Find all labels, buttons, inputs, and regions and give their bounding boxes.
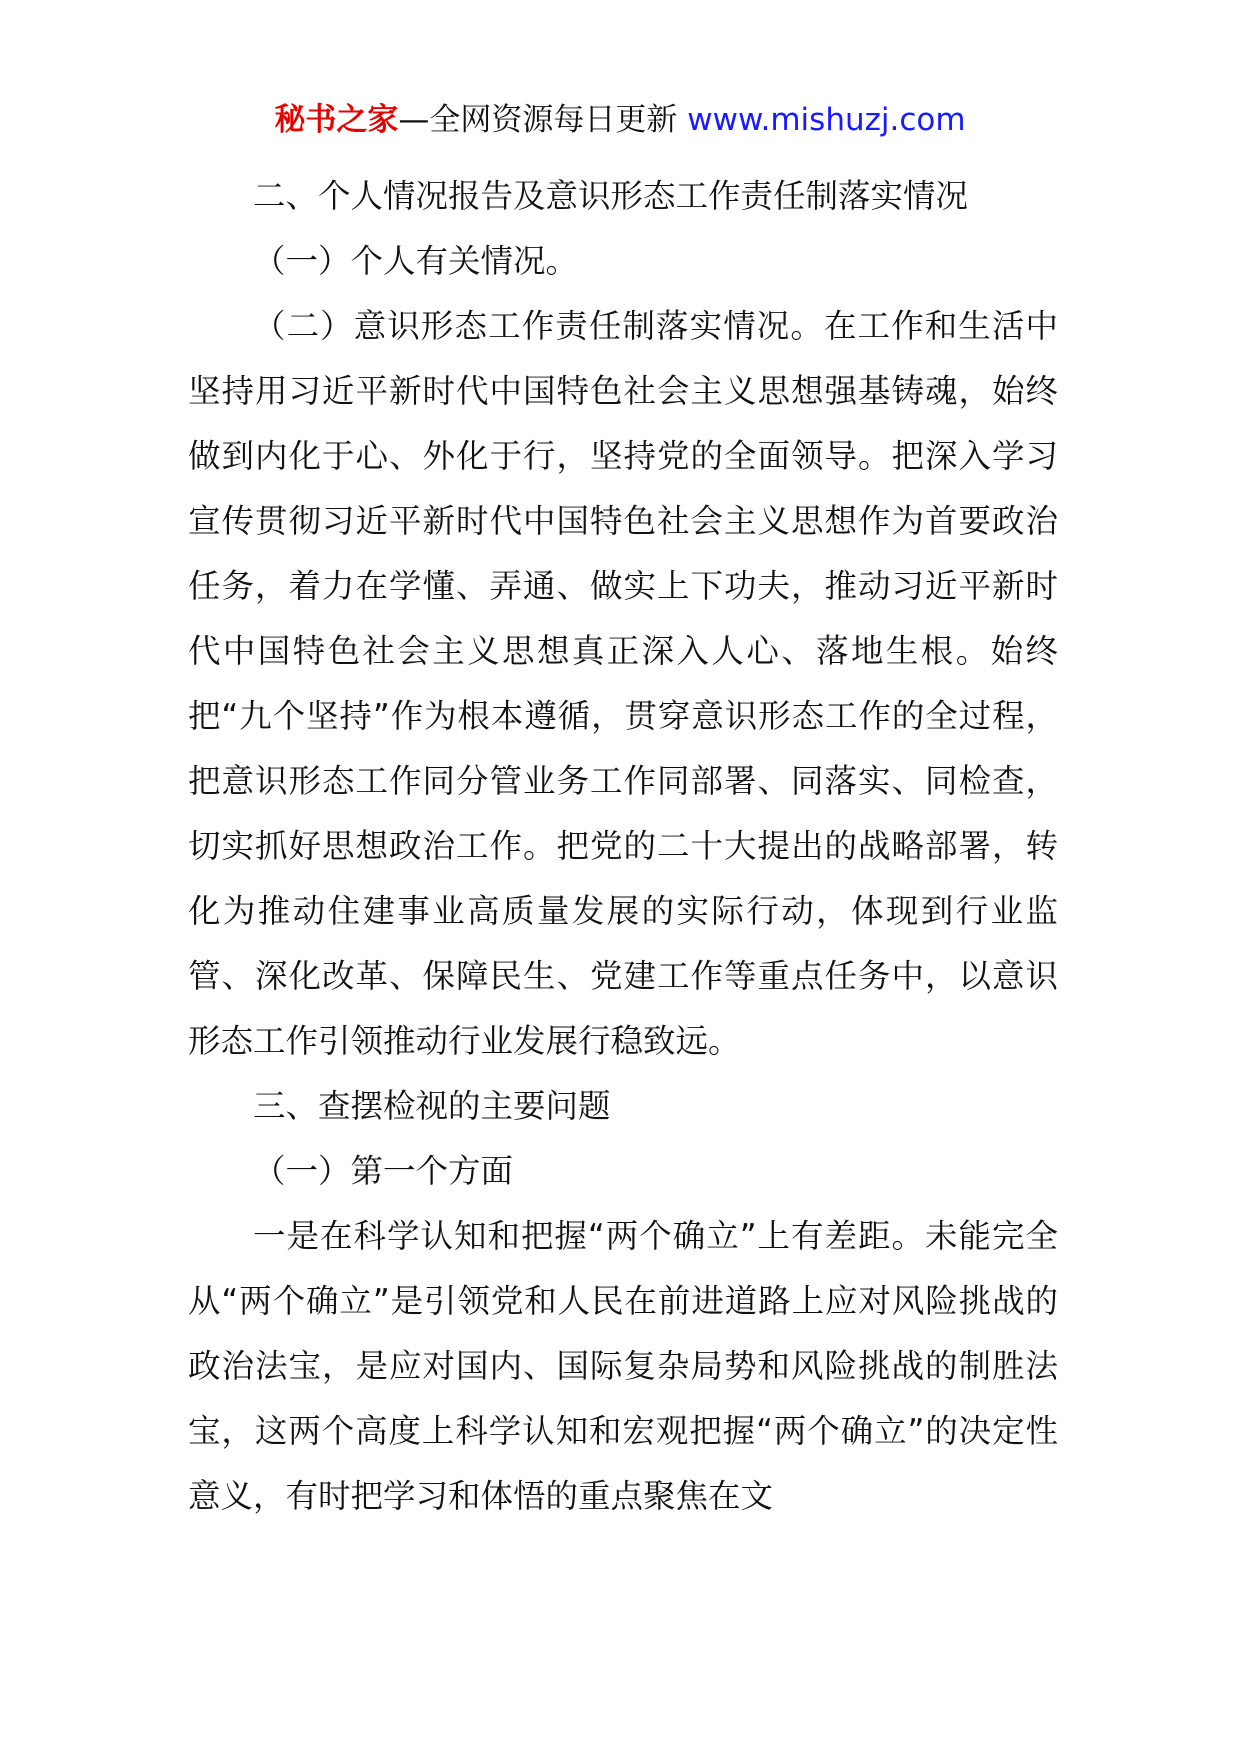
header-tagline: —全网资源每日更新 (398, 102, 678, 138)
site-header (0, 100, 1240, 140)
brand-name: 秘书之家 (274, 102, 399, 138)
section-heading-personal-report: 二、个人情况报告及意识形态工作责任制落实情况 (253, 177, 969, 215)
document-body (188, 164, 1058, 1529)
subsection-first-aspect: （一）第一个方面 (253, 1152, 514, 1190)
subsection-personal-info: （一）个人有关情况。 (253, 242, 579, 280)
paragraph-two-establishments: 一是在科学认知和把握“两个确立”上有差距。未能完全从“两个确立”是引领党和人民在前进道路上应对风险挑战的政治法宝，是应对国内、国际复杂局势和风险挑战的制胜法宝，这两个高度上科学认知和宏观把握“两个确立”的决定性意义，有时把学习和体悟的重点聚焦在文 (188, 1217, 1058, 1515)
paragraph-ideology-responsibility: （二）意识形态工作责任制落实情况。在工作和生活中坚持用习近平新时代中国特色社会主义思想强基铸魂，始终做到内化于心、外化于行，坚持党的全面领导。把深入学习宣传贯彻习近平新时代中国特色社会主义思想作为首要政治任务，着力在学懂、弄通、做实上下功夫，推动习近平新时代中国特色社会主义思想真正深入人心、落地生根。始终把“九个坚持”作为根本遵循，贯穿意识形态工作的全过程，把意识形态工作同分管业务工作同部署、同落实、同检查，切实抓好思想政治工作。把党的二十大提出的战略部署，转化为推动住建事业高质量发展的实际行动，体现到行业监管、深化改革、保障民生、党建工作等重点任务中，以意识形态工作引领推动行业发展行稳致远。 (188, 307, 1058, 1060)
site-url-link[interactable]: www.mishuzj.com (687, 102, 966, 138)
section-heading-main-problems: 三、查摆检视的主要问题 (253, 1087, 611, 1125)
